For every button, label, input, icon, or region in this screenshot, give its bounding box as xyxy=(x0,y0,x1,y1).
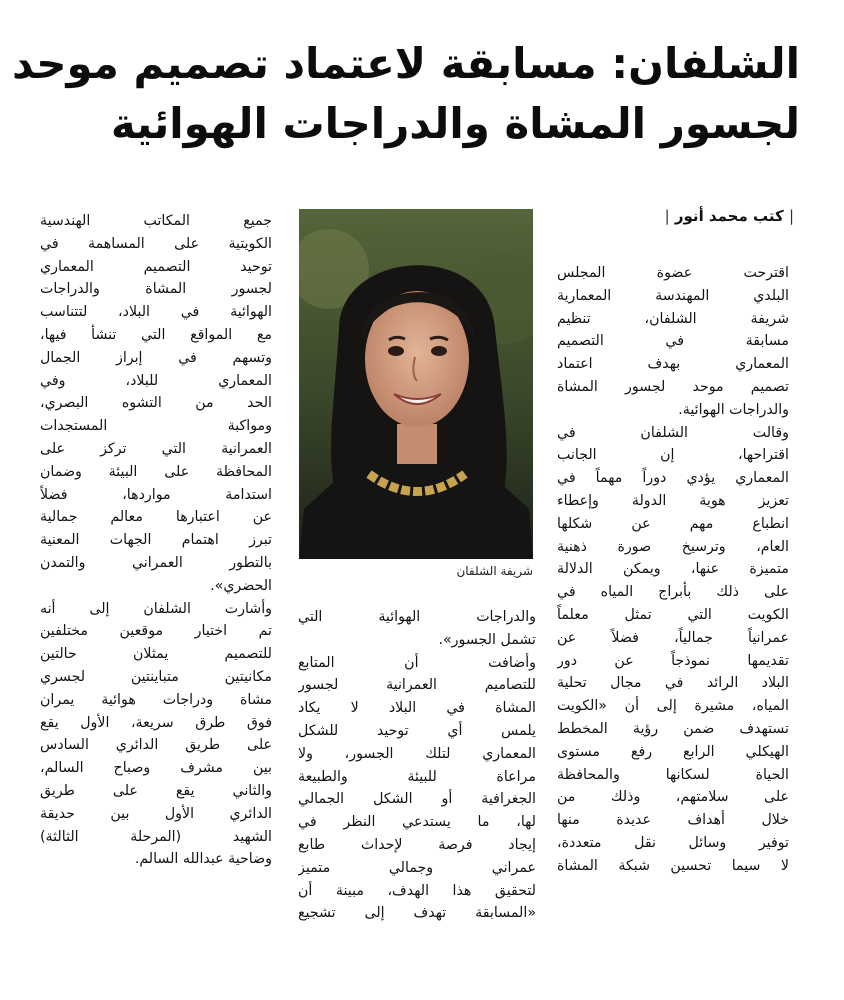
column-line: المحافظة على البيئة وضمان xyxy=(40,463,272,480)
column-line: تصميم موحد لجسور المشاة xyxy=(557,378,789,395)
column-line: المياه، مشيرة إلى أن «الكويت xyxy=(557,698,789,715)
column-line: مع المواقع التي تنشأ فيها، xyxy=(40,326,272,343)
column-line: وتسهم في إبراز الجمال xyxy=(40,349,272,366)
column-line: الكويتية على المساهمة في xyxy=(40,235,272,252)
column-line: لا سيما تحسين شبكة المشاة xyxy=(557,857,789,874)
column-line: اقترحت عضوة المجلس xyxy=(557,265,789,281)
column-line: بالتطور العمراني والتمدن xyxy=(40,554,272,571)
column-line: مكانيتين متباينتين لجسري xyxy=(40,668,272,685)
column-line: تقديمها نموذجاً عن دور xyxy=(557,652,789,669)
column-line: الدائري الأول بين حديقة xyxy=(40,805,272,822)
byline xyxy=(665,207,794,225)
photo-caption: شريفة الشلفان xyxy=(456,564,533,578)
column-line: المعماري للبلاد، وفي xyxy=(40,372,272,389)
column-line: توحيد التصميم المعماري xyxy=(40,258,272,275)
column-line: الهوائية في البلاد، لتتناسب xyxy=(40,304,272,321)
column-line: الكويت التي تمثل معلماً xyxy=(557,606,789,623)
column-line: وقالت الشلفان في xyxy=(557,424,789,441)
column-line: والدراجات الهوائية التي xyxy=(298,609,536,625)
column-line: مسابقة في التصميم xyxy=(557,333,789,350)
column-line: تبرز اهتمام الجهات المعنية xyxy=(40,532,272,549)
column-line: والثاني يقع على طريق xyxy=(40,782,272,799)
column-line: توفير وسائل نقل متعددة، xyxy=(557,834,789,851)
column-line: على سلامتهم، وذلك من xyxy=(557,789,789,806)
column-line: عن اعتبارها معالم جمالية xyxy=(40,509,272,526)
portrait-illustration xyxy=(299,209,533,559)
column-line: على ذلك بأبراج المياه في xyxy=(557,584,789,601)
headline-line-1: الشلفان: مسابقة لاعتماد تصميم موحد xyxy=(11,39,800,88)
column-line: إيجاد فرصة لإحداث طابع xyxy=(298,836,536,853)
column-line: العام، وترسيخ صورة ذهنية xyxy=(557,538,789,555)
column-line: الهيكلي الرابع رفع مستوى xyxy=(557,743,789,760)
column-line: ومواكبة المستجدات xyxy=(40,418,272,435)
column-line: عمراني وجمالي متميز xyxy=(298,859,536,876)
column-line: الشهيد (المرحلة الثالثة) xyxy=(40,828,272,845)
column-line: العمرانية التي تركز على xyxy=(40,440,272,457)
column-line: مشاة ودراجات هوائية يمران xyxy=(40,691,272,708)
column-line: عمرانياً جمالياً، فضلاً عن xyxy=(557,629,789,646)
column-line: مراعاة للبيئة والطبيعة xyxy=(298,768,536,785)
column-line: يلمس أي توحيد للشكل xyxy=(298,722,536,739)
column-line: الحضري». xyxy=(210,577,272,594)
column-line: شريفة الشلفان، تنظيم xyxy=(557,310,789,327)
byline-bar-close: | xyxy=(664,207,670,225)
column-line: المعماري لتلك الجسور، ولا xyxy=(298,745,536,762)
column-line: خلال أهداف عديدة منها xyxy=(557,812,789,829)
column-line: تم اختيار موقعين مختلفين xyxy=(40,623,272,640)
column-right xyxy=(557,262,789,878)
column-line: استدامة مواردها، فضلاً xyxy=(40,486,272,503)
column-line: وأشارت الشلفان إلى أنه xyxy=(40,600,272,617)
column-line: بين مشرف وصباح السالم، xyxy=(40,760,272,777)
column-line: البلدي المهندسة المعمارية xyxy=(557,287,789,304)
column-line: جميع المكاتب الهندسية xyxy=(40,213,272,229)
column-line: تستهدف ضمن رؤية المخطط xyxy=(557,720,789,737)
column-line: لتحقيق هذا الهدف، مبينة أن xyxy=(298,882,536,899)
byline-author: كتب محمد أنور xyxy=(674,207,784,225)
column-line: «المسابقة تهدف إلى تشجيع xyxy=(298,905,536,922)
headline-line-2: لجسور المشاة والدراجات الهوائية xyxy=(110,99,800,148)
column-line: تعزيز هوية الدولة وإعطاء xyxy=(557,492,789,509)
column-line: الحياة لسكانها والمحافظة xyxy=(557,766,789,783)
column-line: البلاد الرائد في مجال تحلية xyxy=(557,675,789,692)
column-line: على طريق الدائري السادس xyxy=(40,737,272,754)
column-line: فوق طرق سريعة، الأول يقع xyxy=(40,714,272,731)
column-line: لجسور المشاة والدراجات xyxy=(40,281,272,298)
column-line: والدراجات الهوائية. xyxy=(678,401,789,418)
column-line: متميزة عنها، ويمكن الدلالة xyxy=(557,561,789,578)
column-line: للتصاميم العمرانية لجسور xyxy=(298,677,536,694)
column-line: اقتراحها، إن الجانب xyxy=(557,447,789,464)
column-line: للتصميم يمثلان حالتين xyxy=(40,646,272,663)
column-line: الحد من التشوه البصري، xyxy=(40,395,272,412)
column-line: المعماري يؤدي دوراً مهماً في xyxy=(557,470,789,487)
column-line: تشمل الجسور». xyxy=(438,631,536,648)
article-headline xyxy=(11,34,800,154)
column-left xyxy=(40,210,272,871)
column-line: وضاحية عبدالله السالم. xyxy=(134,851,272,868)
column-line: وأضافت أن المتابع xyxy=(298,654,536,671)
column-line: المشاة في البلاد لا يكاد xyxy=(298,700,536,717)
column-line: المعماري بهدف اعتماد xyxy=(557,356,789,373)
portrait-photo xyxy=(299,209,533,559)
column-line: انطباع مهم عن شكلها xyxy=(557,515,789,532)
byline-bar-open: | xyxy=(788,207,794,225)
column-line: الجغرافية أو الشكل الجمالي xyxy=(298,791,536,808)
column-middle xyxy=(298,606,536,925)
column-line: لها، ما يستدعي النظر في xyxy=(298,814,536,831)
